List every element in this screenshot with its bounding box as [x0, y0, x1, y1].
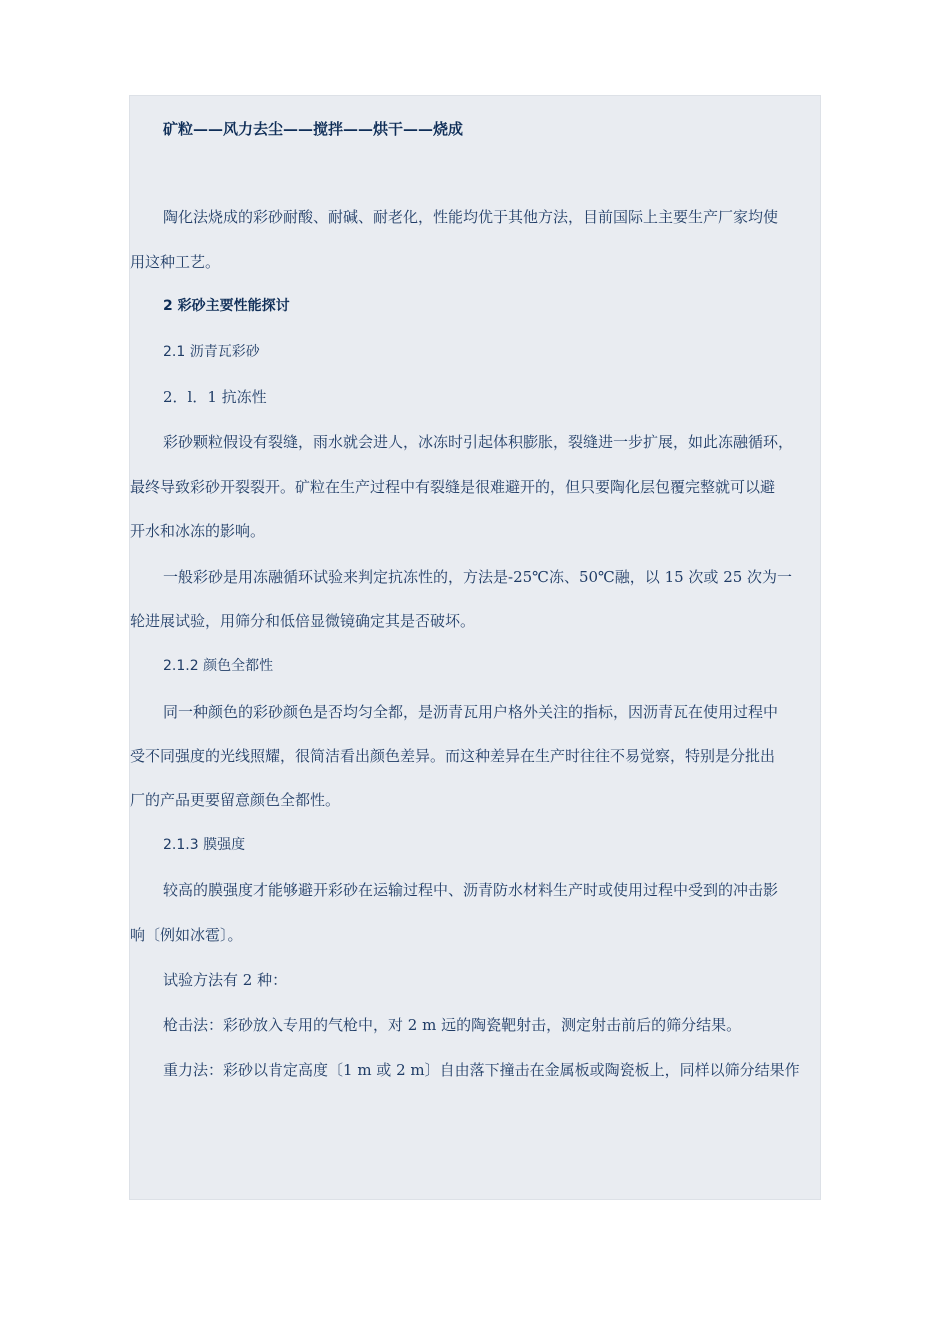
paragraph-line: 响〔例如冰雹〕。	[130, 926, 243, 944]
paragraph-line: 厂的产品更要留意颜色全都性。	[130, 791, 341, 809]
paragraph-line: 同一种颜色的彩砂颜色是否均匀全都，是沥青瓦用户格外关注的指标，因沥青瓦在使用过程中	[163, 703, 779, 721]
paragraph-line: 陶化法烧成的彩砂耐酸、耐碱、耐老化，性能均优于其他方法，目前国际上主要生产厂家均使	[163, 208, 779, 226]
paragraph-line: 彩砂颗粒假设有裂缝，雨水就会进人，冰冻时引起体积膨胀，裂缝进一步扩展，如此冻融循环，	[163, 433, 794, 451]
paragraph-line: 开水和冰冻的影响。	[130, 522, 266, 540]
section-heading: 2 彩砂主要性能探讨	[163, 298, 290, 314]
subsection-heading: 2.1.3 膜强度	[163, 837, 246, 853]
paragraph-line: 最终导致彩砂开裂裂开。矿粒在生产过程中有裂缝是很难避开的，但只要陶化层包覆完整就可以避	[130, 478, 776, 496]
paragraph-line: 重力法：彩砂以肯定高度〔1 m 或 2 m〕自由落下撞击在金属板或陶瓷板上，同样以筛分结果作	[163, 1061, 800, 1079]
paragraph-line: 枪击法：彩砂放入专用的气枪中，对 2 m 远的陶瓷靶射击，测定射击前后的筛分结果。	[163, 1016, 742, 1034]
paragraph-line: 用这种工艺。	[130, 253, 221, 271]
paragraph-line: 试验方法有 2 种：	[163, 971, 288, 989]
process-flow-heading: 矿粒——风力去尘——搅拌——烘干——烧成	[163, 120, 464, 138]
document-page	[129, 95, 821, 1200]
subsection-heading: 2．l．1 抗冻性	[163, 388, 267, 406]
subsection-heading: 2.1 沥青瓦彩砂	[163, 344, 260, 360]
subsection-heading: 2.1.2 颜色全都性	[163, 658, 274, 674]
paragraph-line: 受不同强度的光线照耀，很简洁看出颜色差异。而这种差异在生产时往往不易觉察，特别是分批出	[130, 747, 776, 765]
paragraph-line: 较高的膜强度才能够避开彩砂在运输过程中、沥青防水材料生产时或使用过程中受到的冲击影	[163, 881, 779, 899]
paragraph-line: 一般彩砂是用冻融循环试验来判定抗冻性的，方法是-25℃冻、50℃融，以 15 次或 25 次为一	[163, 568, 793, 586]
paragraph-line: 轮进展试验，用筛分和低倍显微镜确定其是否破坏。	[130, 612, 476, 630]
